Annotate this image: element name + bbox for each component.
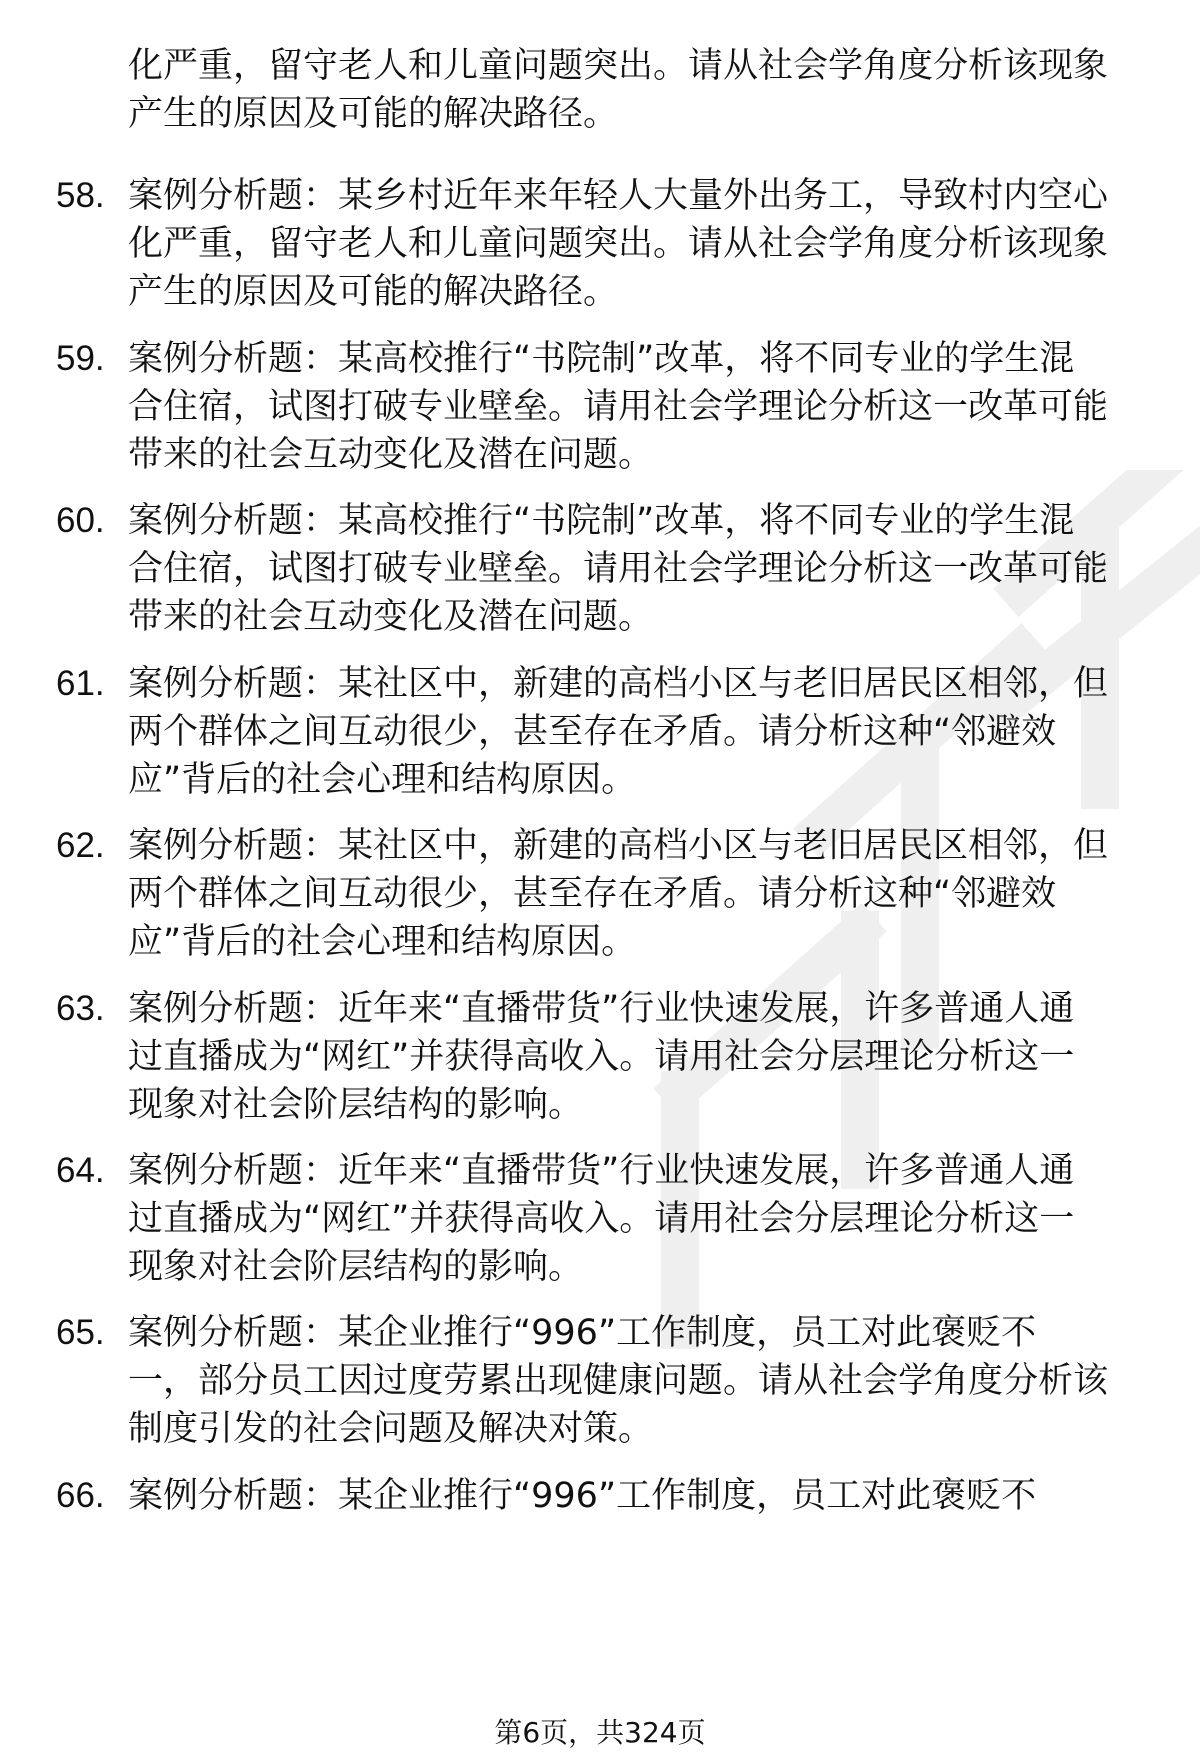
question-text: [128, 985, 1148, 1129]
text-line: 案例分析题：某高校推行“书院制”改革，将不同专业的学生混: [128, 501, 1075, 541]
text-line: 化严重，留守老人和儿童问题突出。请从社会学角度分析该现象: [128, 46, 1109, 86]
text-line: 产生的原因及可能的解决路径。: [128, 94, 619, 134]
text-line: 过直播成为“网红”并获得高收入。请用社会分层理论分析这一: [128, 1037, 1075, 1077]
text-line: 现象对社会阶层结构的影响。: [128, 1247, 584, 1287]
text-line: 案例分析题：某企业推行“996”工作制度，员工对此褒贬不: [128, 1476, 1037, 1516]
question-number: 61.: [56, 664, 105, 703]
question-number: 58.: [56, 176, 105, 215]
question-number: 60.: [56, 501, 105, 540]
question-text: [128, 172, 1148, 316]
question-number: 63.: [56, 989, 105, 1028]
text-line: 两个群体之间互动很少，甚至存在矛盾。请分析这种“邻避效: [128, 712, 1057, 752]
text-line: 合住宿，试图打破专业壁垒。请用社会学理论分析这一改革可能: [128, 549, 1109, 589]
text-line: 带来的社会互动变化及潜在问题。: [128, 597, 654, 637]
question-number: 62.: [56, 826, 105, 865]
text-line: 案例分析题：某社区中，新建的高档小区与老旧居民区相邻，但: [128, 826, 1109, 866]
text-line: 带来的社会互动变化及潜在问题。: [128, 435, 654, 475]
text-line: 案例分析题：某乡村近年来年轻人大量外出务工，导致村内空心: [128, 176, 1109, 216]
question-text: [128, 1472, 1148, 1520]
text-line: 产生的原因及可能的解决路径。: [128, 272, 619, 312]
text-line: 案例分析题：某高校推行“书院制”改革，将不同专业的学生混: [128, 339, 1075, 379]
question-number: 64.: [56, 1151, 105, 1190]
text-line: 制度引发的社会问题及解决对策。: [128, 1409, 654, 1449]
text-line: 应”背后的社会心理和结构原因。: [128, 922, 637, 962]
text-line: 应”背后的社会心理和结构原因。: [128, 760, 637, 800]
text-line: 案例分析题：某企业推行“996”工作制度，员工对此褒贬不: [128, 1313, 1037, 1353]
text-line: 一，部分员工因过度劳累出现健康问题。请从社会学角度分析该: [128, 1361, 1109, 1401]
question-text: [128, 335, 1148, 479]
text-line: 过直播成为“网红”并获得高收入。请用社会分层理论分析这一: [128, 1199, 1075, 1239]
question-text: [128, 1309, 1148, 1453]
text-line: 合住宿，试图打破专业壁垒。请用社会学理论分析这一改革可能: [128, 387, 1109, 427]
question-number: 65.: [56, 1313, 105, 1352]
question-number: 66.: [56, 1476, 105, 1515]
question-number: 59.: [56, 339, 105, 378]
text-line: 案例分析题：近年来“直播带货”行业快速发展，许多普通人通: [128, 989, 1075, 1029]
question-text: [128, 660, 1148, 804]
text-line: 化严重，留守老人和儿童问题突出。请从社会学角度分析该现象: [128, 224, 1109, 264]
continuation-text: [128, 42, 1148, 138]
question-text: [128, 1147, 1148, 1291]
text-line: 两个群体之间互动很少，甚至存在矛盾。请分析这种“邻避效: [128, 874, 1057, 914]
text-line: 案例分析题：某社区中，新建的高档小区与老旧居民区相邻，但: [128, 664, 1109, 704]
page-number-footer: 第6页，共324页: [494, 1716, 706, 1749]
question-text: [128, 497, 1148, 641]
text-line: 现象对社会阶层结构的影响。: [128, 1085, 584, 1125]
text-line: 案例分析题：近年来“直播带货”行业快速发展，许多普通人通: [128, 1151, 1075, 1191]
question-text: [128, 822, 1148, 966]
